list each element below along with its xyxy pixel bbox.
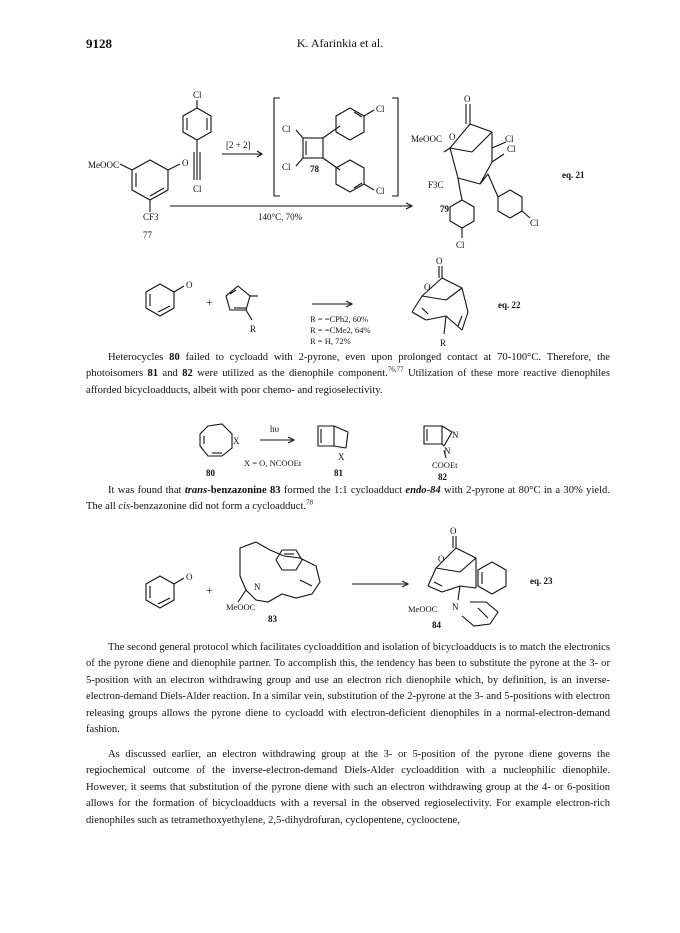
- compound-79: 79: [440, 204, 449, 214]
- pyrone-meooc: MeOOC: [88, 160, 119, 170]
- compound-83: 83: [268, 614, 277, 624]
- arrow-22-label: [2 + 2]: [226, 140, 251, 150]
- hv-label: hυ: [270, 424, 279, 434]
- intermediate-cl-2: Cl: [282, 162, 291, 172]
- scheme-photoisomers: [0, 410, 680, 484]
- arrow-conditions: 140°C, 70%: [258, 212, 303, 222]
- scheme-eq21: [0, 88, 680, 278]
- eq22-product-r: R: [440, 338, 447, 348]
- eq22-condition-2: R = =CMe2, 64%: [310, 325, 371, 335]
- compound-77: 77: [143, 230, 152, 240]
- running-head: K. Afarinkia et al.: [296, 36, 384, 50]
- eq-23-label: eq. 23: [530, 576, 553, 586]
- compound-81: 81: [334, 468, 343, 478]
- compound-80: 80: [206, 468, 215, 478]
- compound-84: 84: [432, 620, 441, 630]
- product-cl-2: Cl: [505, 134, 514, 144]
- product-meooc: MeOOC: [411, 134, 442, 144]
- eq-22-label: eq. 22: [498, 300, 521, 310]
- alkyne-cl-bottom: Cl: [193, 184, 202, 194]
- intermediate-cl-1: Cl: [282, 124, 291, 134]
- product-o-2: O: [449, 132, 456, 142]
- compound-78: 78: [310, 164, 319, 174]
- eq23-n-label: N: [254, 582, 261, 592]
- n-label-2: N: [444, 446, 451, 456]
- eq22-product-o-2: O: [424, 282, 431, 292]
- compound-82: 82: [438, 472, 447, 482]
- x-values: X = O, NCOOEt: [244, 458, 302, 468]
- product-f3c: F3C: [428, 180, 444, 190]
- intermediate-cl-3: Cl: [376, 104, 385, 114]
- scheme-eq23: [0, 528, 680, 638]
- product-cl-1: Cl: [507, 144, 516, 154]
- pyrone-cf3: CF3: [143, 212, 159, 222]
- eq22-r-label: R: [250, 324, 257, 334]
- eq23-meooc: MeOOC: [226, 602, 256, 612]
- eq23-product-meooc: MeOOC: [408, 604, 438, 614]
- eq23-pyrone-o: O: [186, 572, 193, 582]
- alkyne-cl-top: Cl: [193, 90, 202, 100]
- product-o-1: O: [464, 94, 471, 104]
- eq22-product-o-1: O: [436, 256, 443, 266]
- pyrone-o: O: [182, 158, 189, 168]
- photo-x-label: X: [233, 436, 240, 446]
- eq23-plus: +: [206, 583, 213, 597]
- n-label-1: N: [452, 430, 459, 440]
- eq22-condition-1: R = =CPh2, 60%: [310, 314, 369, 324]
- intermediate-cl-4: Cl: [376, 186, 385, 196]
- paragraph-second-protocol: The second general protocol which facilitates cycloaddition and isolation of bicycloadducts is to match the electronics of the pyrone diene and dienophile partner. To accomplish this, the tendency has been to substitute the pyrone at the 3- or 5-position with an electron withdrawing group and use an electron rich dienophile which, by definition, is an inverse-electron-demand Diels-Alder reaction. In a similar vein, substitution of the 2-pyrone at the 3- and 5-positions with electron releasing groups allows the pyrone diene to cycloadd with electron-deficient dienophiles in a normal-electron-demand fashion.: [86, 642, 610, 736]
- product-cl-4: Cl: [456, 240, 465, 250]
- cooet-label: COOEt: [432, 460, 458, 470]
- eq22-condition-3: R = H, 72%: [310, 336, 351, 346]
- eq-21-label: eq. 21: [562, 170, 585, 180]
- paragraph-electron-withdrawing: As discussed earlier, an electron withdrawing group at the 3- or 5-position of the pyrone diene governs the regiochemical outcome of the inverse-electron-demand Diels-Alder cycloaddition with a nucleophilic dienophile. However, it seems that substitution of the pyrone diene with such an electron withdrawing group at the 4- or 6-position allows for the formation of bicycloadducts with a reversal in the observed regioselectivity. For example electron-rich dienophiles such as tetramethoxyethylene, 2,5-dihydrofuran, cyclopentene, cyclooctene,: [86, 749, 610, 826]
- photo-x-label-2: X: [338, 452, 345, 462]
- product-cl-3: Cl: [530, 218, 539, 228]
- eq23-product-o-2: O: [438, 554, 445, 564]
- scheme-eq22: [0, 256, 680, 350]
- page-number: 9128: [86, 36, 112, 51]
- eq23-product-o-1: O: [450, 526, 457, 536]
- eq22-plus: +: [206, 295, 213, 309]
- eq23-product-n: N: [452, 602, 459, 612]
- paragraph-heterocycles: Heterocycles 80 failed to cycloadd with 2-pyrone, even upon prolonged contact at 70-100°C. Therefore, the photoisomers 81 and 82 were utilized as the dienophile component.$^{76,77}$ Utilization of these more reactive dienophiles afforded bicycloadducts, albeit with poor chemo- and regioselectivity.: [86, 352, 611, 396]
- paragraph-benzazonine: It was found that trans-benzazonine 83 formed the 1:1 cycloadduct endo-84 with 2-pyrone at 80°C in a 30% yield. The all cis-benzazonine did not form a cycloadduct.$^{78}$: [86, 485, 610, 513]
- eq22-pyrone-o: O: [186, 280, 193, 290]
